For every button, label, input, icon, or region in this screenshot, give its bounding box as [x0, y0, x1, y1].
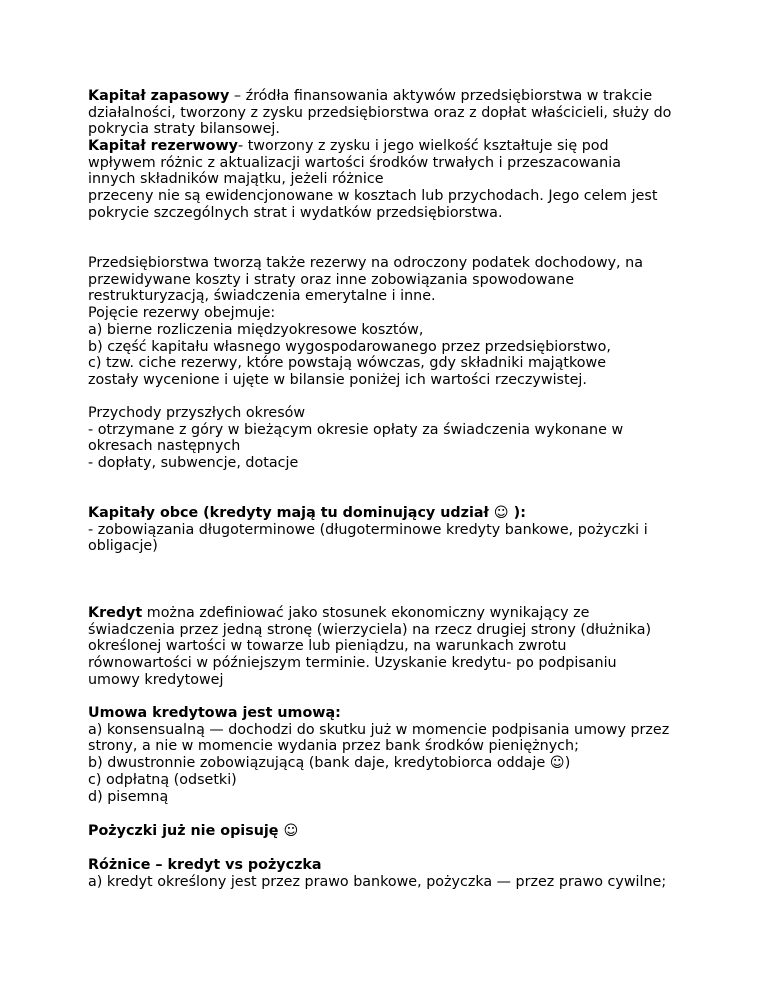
- kapital-rezerwowy-paragraph: [88, 138, 688, 222]
- umowa-item-d: d) pisemną: [88, 788, 169, 805]
- umowa-item-c: c) odpłatną (odsetki): [88, 771, 237, 788]
- rezerwy-line-1: Przedsiębiorstwa tworzą także rezerwy na odroczony podatek dochodowy, na: [88, 255, 643, 271]
- kredyt-line-3: określonej wartości w towarze lub pieniądzu, na warunkach zwrotu: [88, 638, 567, 655]
- kapitaly-obce-item-1-line-2: obligacje): [88, 538, 158, 555]
- przychody-paragraph: [88, 405, 688, 472]
- kredyt-line-5: umowy kredytowej: [88, 671, 224, 688]
- roznice-paragraph: [88, 857, 688, 890]
- umowa-paragraph: [88, 705, 688, 805]
- rezerwy-item-b: b) część kapitału własnego wygospodarowanego przez przedsiębiorstwo,: [88, 338, 611, 355]
- kredyt-paragraph: [88, 605, 688, 689]
- kapitaly-obce-heading: [88, 505, 688, 522]
- roznice-heading: [88, 857, 688, 874]
- kapital-zapasowy-paragraph: [88, 88, 688, 138]
- rezerwy-item-a: a) bierne rozliczenia międzyokresowe kosztów,: [88, 321, 424, 338]
- kapital-zapasowy-line-2: działalności, tworzony z zysku przedsiębiorstwa oraz z dopłat właścicieli, służy do: [88, 104, 672, 121]
- kapitaly-obce-heading-text: Kapitały obce (kredyty mają tu dominujący udział ☺ ):: [88, 505, 526, 521]
- rezerwy-line-3: restrukturyzacją, świadczenia emerytalne i inne.: [88, 288, 436, 305]
- kredyt-line-1: [88, 605, 688, 622]
- kredyt-term: Kredyt: [88, 605, 143, 621]
- kapital-zapasowy-term: Kapitał zapasowy: [88, 88, 230, 104]
- roznice-item-a: a) kredyt określony jest przez prawo bankowe, pożyczka — przez prawo cywilne;: [88, 873, 667, 890]
- kredyt-line-2: świadczenia przez jedną stronę (wierzyciela) na rzecz drugiej strony (dłużnika): [88, 621, 652, 638]
- pozyczki-heading-text: Pożyczki już nie opisuję ☺: [88, 823, 299, 839]
- kapital-rezerwowy-line-1: [88, 138, 688, 155]
- kapital-rezerwowy-line-3: innych składników majątku, jeżeli różnice: [88, 171, 384, 188]
- umowa-item-a-line-2: strony, a nie w momencie wydania przez bank środków pieniężnych;: [88, 738, 579, 755]
- umowa-item-a-line-1: a) konsensualną — dochodzi do skutku już w momencie podpisania umowy przez: [88, 721, 670, 738]
- rezerwy-line-2: przewidywane koszty i straty oraz inne zobowiązania spowodowane: [88, 271, 575, 288]
- przychody-item-1-line-2: okresach następnych: [88, 438, 241, 455]
- pozyczki-heading: [88, 823, 688, 840]
- kapital-zapasowy-line-3: pokrycia straty bilansowej.: [88, 121, 280, 138]
- kapital-rezerwowy-line-5: pokrycie szczególnych strat i wydatków przedsiębiorstwa.: [88, 204, 503, 221]
- przychody-item-1-line-1: - otrzymane z góry w bieżącym okresie opłaty za świadczenia wykonane w: [88, 421, 624, 438]
- rezerwy-paragraph: [88, 255, 688, 389]
- kapitaly-obce-paragraph: [88, 505, 688, 555]
- rezerwy-line-4: Pojęcie rezerwy obejmuje:: [88, 305, 276, 322]
- kapital-zapasowy-definition: – źródła finansowania aktywów przedsiębiorstwa w trakcie: [229, 88, 653, 104]
- pozyczki-paragraph: [88, 823, 688, 840]
- kredyt-line-4: równowartości w późniejszym terminie. Uzyskanie kredytu- po podpisaniu: [88, 655, 617, 672]
- kapital-rezerwowy-line-4: przeceny nie są ewidencjonowane w kosztach lub przychodach. Jego celem jest: [88, 188, 658, 205]
- kapital-rezerwowy-term: Kapitał rezerwowy: [88, 138, 238, 154]
- umowa-heading: [88, 705, 688, 722]
- kapital-rezerwowy-line-2: wpływem różnic z aktualizacji wartości środków trwałych i przeszacowania: [88, 154, 621, 171]
- roznice-heading-text: Różnice – kredyt vs pożyczka: [88, 857, 322, 873]
- rezerwy-item-c-line-1: c) tzw. ciche rezerwy, które powstają wówczas, gdy składniki majątkowe: [88, 355, 607, 372]
- przychody-heading: Przychody przyszłych okresów: [88, 405, 306, 421]
- umowa-heading-text: Umowa kredytowa jest umową:: [88, 705, 341, 721]
- przychody-item-2: - dopłaty, subwencje, dotacje: [88, 455, 299, 472]
- kapitaly-obce-item-1-line-1: - zobowiązania długoterminowe (długoterminowe kredyty bankowe, pożyczki i: [88, 521, 648, 538]
- kredyt-definition: można zdefiniować jako stosunek ekonomiczny wynikający ze: [142, 605, 590, 621]
- umowa-item-b: b) dwustronnie zobowiązującą (bank daje, kredytobiorca oddaje ☺): [88, 755, 571, 772]
- kapital-zapasowy-line-1: [88, 88, 688, 105]
- rezerwy-item-c-line-2: zostały wycenione i ujęte w bilansie poniżej ich wartości rzeczywistej.: [88, 371, 587, 388]
- kapital-rezerwowy-definition: - tworzony z zysku i jego wielkość kształtuje się pod: [238, 138, 609, 154]
